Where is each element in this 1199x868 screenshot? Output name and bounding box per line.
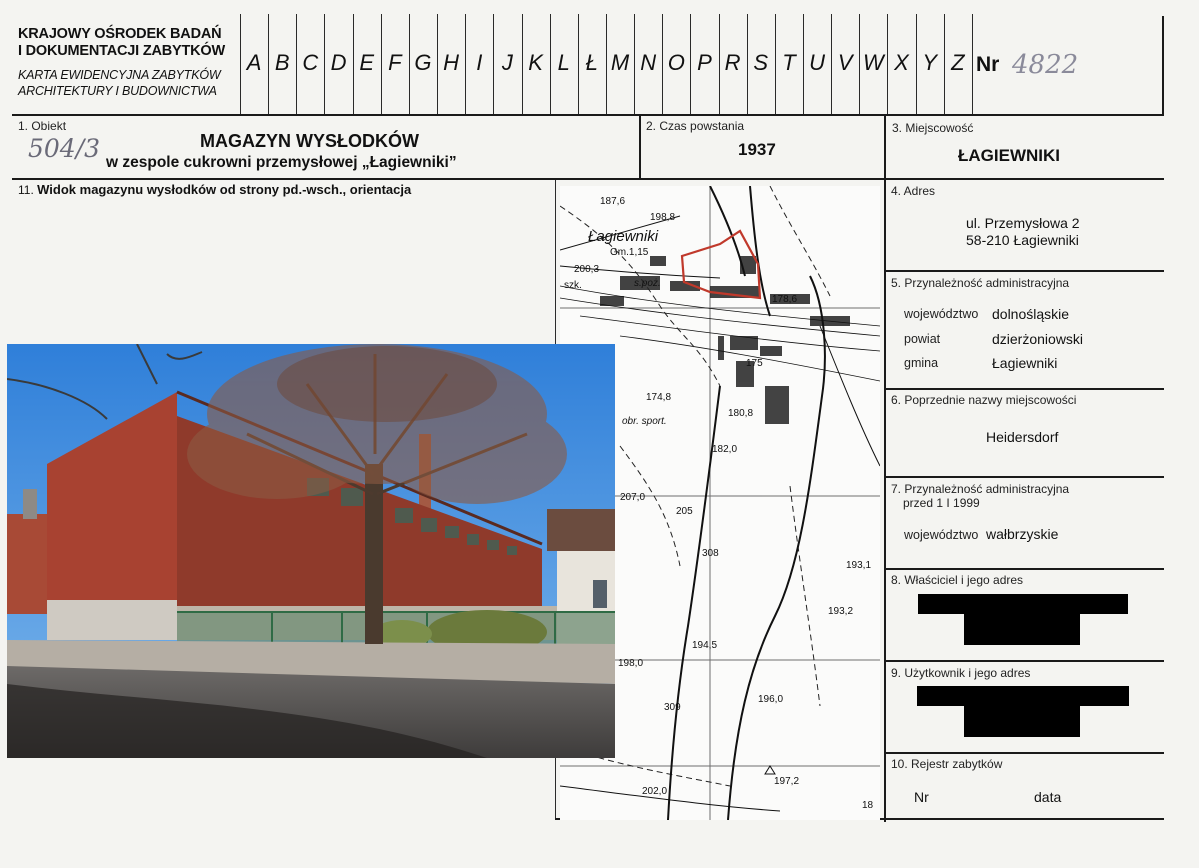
field-registry-label: 10. Rejestr zabytków	[891, 757, 1003, 771]
field-admin-label: 5. Przynależność administracyjna	[891, 276, 1070, 290]
field-former-names-label: 6. Poprzednie nazwy miejscowości	[891, 393, 1077, 407]
index-letter-cell: B	[274, 50, 290, 75]
map-label: szk.	[564, 280, 582, 291]
map-label: 187,6	[600, 196, 626, 207]
index-letter-cell: L	[557, 50, 570, 75]
map-label: 178,6	[772, 294, 798, 305]
index-letter-cell: M	[610, 50, 630, 75]
institution-name-line2: I DOKUMENTACJI ZABYTKÓW	[18, 43, 225, 59]
index-letter-cell: Z	[951, 50, 965, 75]
map-label: 193,1	[846, 560, 872, 571]
field-view-label	[18, 182, 411, 197]
field-date-label: 2. Czas powstania	[646, 119, 745, 133]
map-label: Gm.1,15	[610, 247, 649, 258]
index-letter-cell: P	[697, 50, 712, 75]
index-letter-cell: C	[302, 50, 319, 75]
map-label: 198,8	[650, 212, 676, 223]
user-redaction-block	[964, 704, 1080, 737]
map-label: 193,2	[828, 606, 854, 617]
index-letter-cell: S	[753, 50, 769, 75]
map-label: 198,0	[618, 658, 644, 669]
index-letter-cell: X	[894, 50, 909, 75]
card-number-handwritten: 4822	[1012, 50, 1079, 80]
index-letter-cell: W	[862, 50, 884, 75]
object-handwritten-number: 504/3	[28, 134, 101, 163]
admin-voivodeship-value: dolnośląskie	[992, 306, 1070, 322]
building-photo	[7, 344, 615, 758]
object-title: MAGAZYN WYSŁODKÓW	[200, 131, 419, 151]
index-letter-cell: I	[476, 50, 483, 75]
index-letter-cell: E	[359, 50, 374, 75]
map-label: 200,3	[574, 264, 600, 275]
admin-voivodeship-key: województwo	[904, 307, 979, 321]
map-label: 205	[676, 506, 693, 517]
card-number-label: Nr	[976, 53, 1000, 76]
field-former-admin-date: przed 1 I 1999	[903, 496, 980, 510]
admin-commune-value: Łagiewniki	[992, 355, 1058, 371]
former-voivodeship-value: wałbrzyskie	[986, 526, 1059, 542]
construction-year: 1937	[738, 140, 776, 159]
user-redaction-bar	[917, 686, 1129, 706]
field-former-admin-label: 7. Przynależność administracyjna	[891, 482, 1070, 496]
object-subtitle: w zespole cukrowni przemysłowej „Łagiewniki”	[106, 154, 457, 171]
institution-name-line1: KRAJOWY OŚRODEK BADAŃ	[18, 26, 222, 42]
registry-date-label: data	[1034, 789, 1062, 805]
map-label: 180,8	[728, 408, 754, 419]
field-locality-label: 3. Miejscowość	[892, 121, 974, 135]
index-letter-cell: O	[667, 50, 685, 75]
map-label: obr. sport.	[622, 416, 667, 427]
index-letter-cell: K	[528, 50, 543, 75]
index-letter-cell: N	[640, 50, 657, 75]
index-letter-cell: V	[837, 50, 853, 75]
field-view-description: Widok magazynu wysłodków od strony pd.-wsch., orientacja	[37, 182, 412, 197]
index-letter-cell: U	[809, 50, 826, 75]
map-label: 18	[862, 800, 874, 811]
owner-redaction-bar	[918, 594, 1128, 614]
address-postal: 58-210 Łagiewniki	[966, 232, 1079, 248]
index-letter-cell: J	[501, 50, 513, 75]
map-label: 196,0	[758, 694, 784, 705]
map-label: 202,0	[642, 786, 668, 797]
owner-redaction-block	[964, 612, 1080, 645]
map-label: 207,0	[620, 492, 646, 503]
map-label: 175	[746, 358, 763, 369]
field-owner-label: 8. Właściciel i jego adres	[891, 573, 1024, 587]
card-type-line1: KARTA EWIDENCYJNA ZABYTKÓW	[18, 68, 221, 82]
map-label: 194,5	[692, 640, 718, 651]
field-object-label: 1. Obiekt	[18, 119, 67, 133]
index-letter-cell: A	[246, 50, 262, 75]
index-letter-cell: F	[388, 50, 402, 75]
photo-drawing	[7, 344, 615, 758]
former-voivodeship-key: województwo	[904, 528, 979, 542]
map-label: 309	[664, 702, 681, 713]
map-label: s.poż.	[634, 278, 661, 289]
index-letter-cell: Ł	[585, 50, 598, 75]
locality-name: ŁAGIEWNIKI	[958, 146, 1060, 165]
card-type-line2: ARCHITEKTURY I BUDOWNICTWA	[18, 84, 217, 98]
map-label: Łagiewniki	[588, 228, 659, 245]
index-letter-cell: H	[443, 50, 460, 75]
admin-commune-key: gmina	[904, 356, 939, 370]
map-label: 197,2	[774, 776, 800, 787]
map-label: 308	[702, 548, 719, 559]
map-label: 182,0	[712, 444, 738, 455]
index-letter-cell: D	[330, 50, 347, 75]
field-user-label: 9. Użytkownik i jego adres	[891, 666, 1031, 680]
admin-county-key: powiat	[904, 332, 941, 346]
index-letter-cell: T	[782, 50, 796, 75]
address-street: ul. Przemysłowa 2	[966, 215, 1080, 231]
field-view-number: 11.	[18, 183, 34, 197]
admin-county-value: dzierżoniowski	[992, 331, 1084, 347]
index-letter-cell: Y	[922, 50, 937, 75]
map-label: 174,8	[646, 392, 672, 403]
registry-number-label: Nr	[914, 789, 929, 805]
former-name: Heidersdorf	[986, 429, 1059, 445]
field-address-label: 4. Adres	[891, 184, 936, 198]
index-letter-cell: G	[414, 50, 432, 75]
index-letter-cell: R	[724, 50, 741, 75]
